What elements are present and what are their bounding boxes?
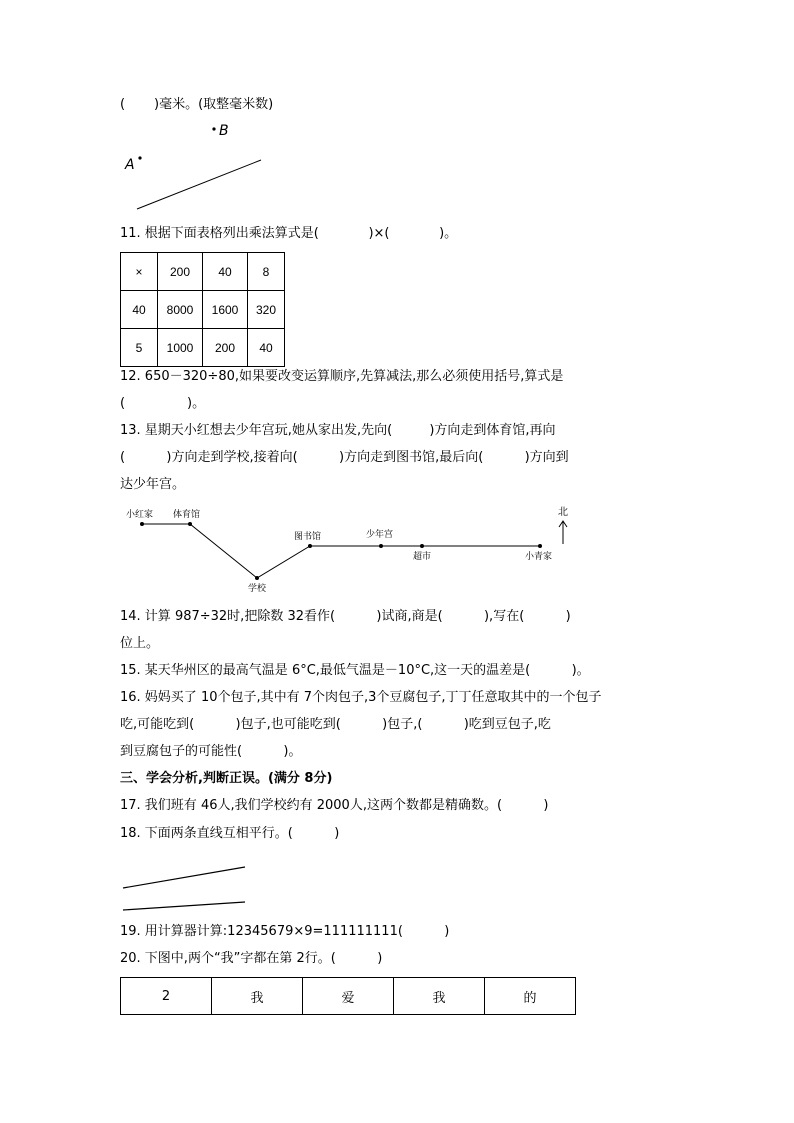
table-cell: 5 <box>121 329 158 367</box>
table-cell: 1600 <box>203 291 248 329</box>
section-3-title: 三、学会分析,判断正误。(满分 8分) <box>120 771 333 786</box>
q14-line-1: 14. 计算 987÷32时,把除数 32看作( )试商,商是( ),写在( ) <box>120 609 571 624</box>
table-cell: 爱 <box>303 978 394 1015</box>
point-a-dot <box>138 156 141 159</box>
q18-lines-diagram <box>120 852 250 912</box>
table-cell: 1000 <box>158 329 203 367</box>
table-cell: 8000 <box>158 291 203 329</box>
lower-line <box>123 902 245 910</box>
q20-text: 20. 下图中,两个“我”字都在第 2行。( ) <box>120 951 383 966</box>
table-cell: 320 <box>248 291 285 329</box>
route-path <box>142 524 540 578</box>
q16-line-1: 16. 妈妈买了 10个包子,其中有 7个肉包子,3个豆腐包子,丁丁任意取其中的一个包子 <box>120 690 602 705</box>
north-label: 北 <box>558 507 568 518</box>
character-row-table <box>120 977 576 1015</box>
table-cell: 8 <box>248 253 285 291</box>
school-label: 学校 <box>248 584 267 594</box>
table-cell: 我 <box>212 978 303 1015</box>
palace-label: 少年宫 <box>366 530 394 540</box>
table-row <box>121 978 576 1015</box>
market-label: 超市 <box>413 552 432 562</box>
q13-line-1: 13. 星期天小红想去少年宫玩,她从家出发,先向( )方向走到体育馆,再向 <box>120 423 556 438</box>
table-cell: 我 <box>394 978 485 1015</box>
qing-home-dot <box>538 544 542 548</box>
table-row <box>121 291 285 329</box>
table-cell: 40 <box>248 329 285 367</box>
table-cell: 2 <box>121 978 212 1015</box>
library-dot <box>308 544 312 548</box>
gym-dot <box>188 522 192 526</box>
table-cell: 40 <box>203 253 248 291</box>
home-label: 小红家 <box>126 510 154 520</box>
gym-label: 体育馆 <box>173 510 201 520</box>
table-row <box>121 329 285 367</box>
q13-line-2: ( )方向走到学校,接着向( )方向走到图书馆,最后向( )方向到 <box>120 450 569 465</box>
q10-ray-line <box>137 160 261 209</box>
q18-text: 18. 下面两条直线互相平行。( ) <box>120 826 340 841</box>
upper-line <box>123 867 245 888</box>
q12-line-2: ( )。 <box>120 396 206 411</box>
q15-text: 15. 某天华州区的最高气温是 6°C,最低气温是－10°C,这一天的温差是( )。 <box>120 663 590 678</box>
q14-line-2: 位上。 <box>120 636 160 651</box>
route-map <box>120 500 580 595</box>
table-cell: × <box>121 253 158 291</box>
q11-text: 11. 根据下面表格列出乘法算式是( )×( )。 <box>120 226 458 241</box>
table-cell: 的 <box>485 978 576 1015</box>
q12-line-1: 12. 650－320÷80,如果要改变运算顺序,先算减法,那么必须使用括号,算式是 <box>120 369 564 384</box>
point-b-label: B <box>219 123 229 139</box>
table-cell: 40 <box>121 291 158 329</box>
palace-dot <box>379 544 383 548</box>
q16-line-3: 到豆腐包子的可能性( )。 <box>120 744 302 759</box>
table-cell: 200 <box>203 329 248 367</box>
q10-answer-line: ( )毫米。(取整毫米数) <box>120 97 274 112</box>
q13-line-3: 达少年宫。 <box>120 477 186 492</box>
q19-text: 19. 用计算器计算:12345679×9=111111111( ) <box>120 924 450 939</box>
library-label: 图书馆 <box>294 532 322 542</box>
table-cell: 200 <box>158 253 203 291</box>
q16-line-2: 吃,可能吃到( )包子,也可能吃到( )包子,( )吃到豆包子,吃 <box>120 717 551 732</box>
q10-diagram <box>120 118 280 208</box>
table-row <box>121 253 285 291</box>
point-b-dot <box>212 127 215 130</box>
q17-text: 17. 我们班有 46人,我们学校约有 2000人,这两个数都是精确数。( ) <box>120 798 549 813</box>
qing-home-label: 小青家 <box>525 552 553 562</box>
market-dot <box>420 544 424 548</box>
school-dot <box>255 576 259 580</box>
home-dot <box>140 522 144 526</box>
point-a-label: A <box>125 157 135 173</box>
multiplication-table <box>120 252 285 367</box>
